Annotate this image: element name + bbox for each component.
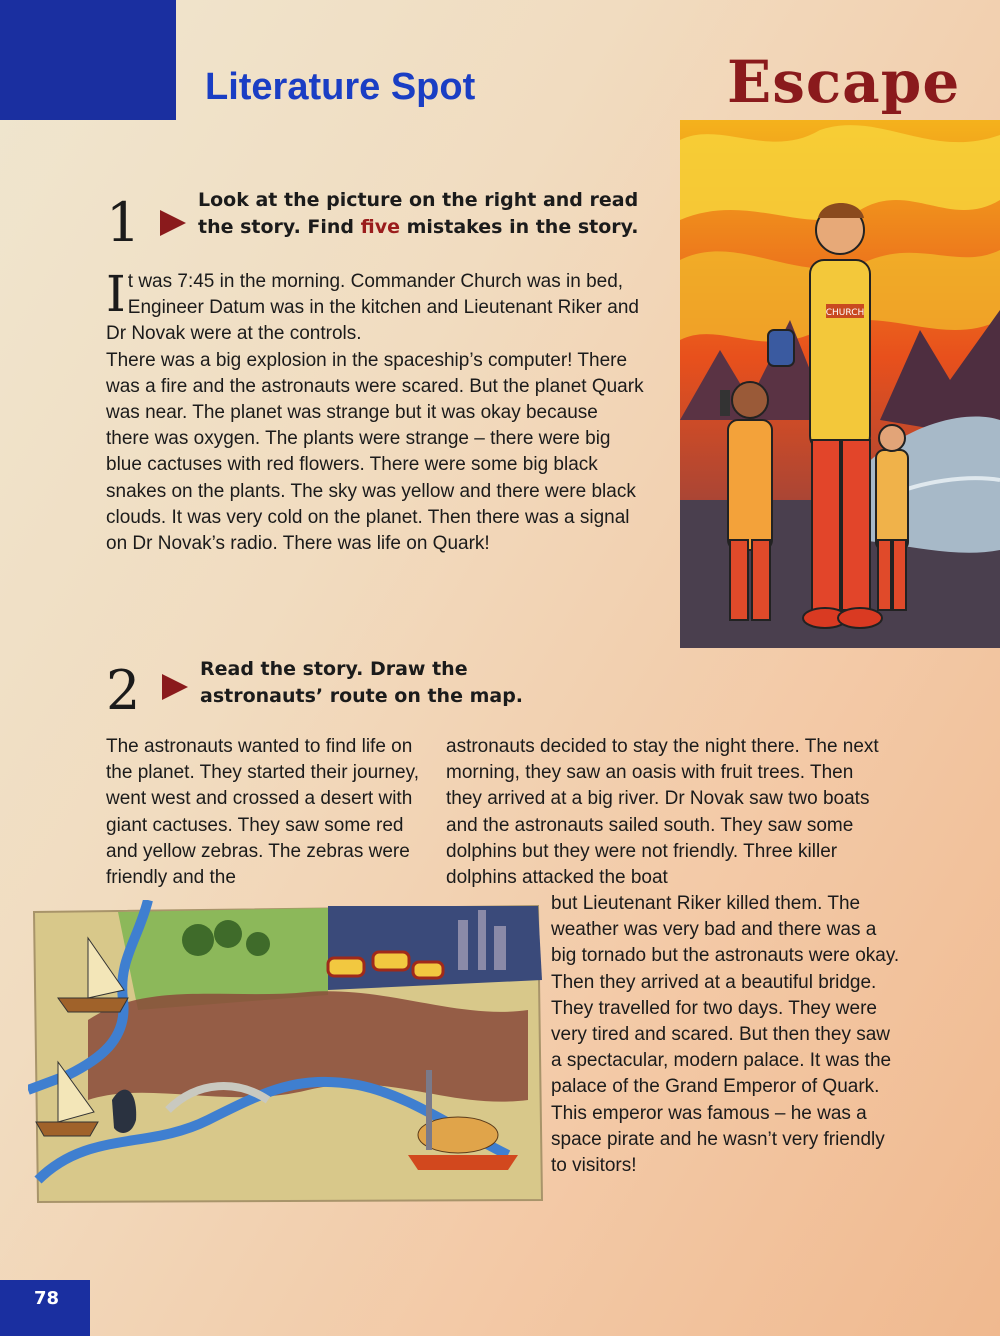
exercise-2-instruction: Read the story. Draw the astronauts’ route on the map. (200, 658, 524, 707)
story-paragraph: t was 7:45 in the morning. Commander Church was in bed, Engineer Datum was in the kitchen and Lieutenant Riker and Dr Novak were at the controls. (106, 271, 639, 345)
highlight-word: five (360, 216, 400, 238)
exercise-2-arrow-icon (162, 674, 188, 700)
story-column-3 (551, 891, 901, 1179)
exercise-1-instruction: Look at the picture on the right and read the story. Find five mistakes in the story. (198, 189, 639, 238)
exercise-1-number: 1 (106, 191, 141, 254)
section-title: Literature Spot (205, 66, 476, 108)
exercise-1-arrow-icon (160, 210, 186, 236)
story-column-2 (446, 734, 890, 891)
story-column-1 (106, 734, 426, 891)
story-paragraph: There was a big explosion in the spaceship’s computer! There was a fire and the astronauts were scared. But the planet Quark was near. The planet was strange but it was okay because there was oxygen. The plants were strange – there were big blue cactuses with red flowers. There were some big black snakes on the plants. The sky was yellow and there were black clouds. It was very cold on the planet. Then there was a signal on Dr Novak’s radio. There was life on Quark! (106, 349, 644, 555)
page-number: 78 (34, 1288, 60, 1309)
church-badge: CHURCH (825, 308, 865, 318)
exercise-2-number: 2 (106, 659, 141, 722)
drop-cap: I (106, 265, 126, 323)
quark-map (28, 900, 548, 1205)
story-paragraph: but Lieutenant Riker killed them. The weather was very bad and there was a big tornado but the astronauts were okay. Then they arrived at a beautiful bridge. They travelled for two days. They were very tired and scared. But then they saw a spectacular, modern palace. It was the palace of the Grand Emperor of Quark. This emperor was famous – he was a space pirate and he wasn’t very friendly to visitors! (551, 893, 900, 1177)
corner-color-block (0, 0, 176, 120)
story-title: Escape (727, 48, 961, 116)
story-paragraph: The astronauts wanted to find life on the planet. They started their journey, went west and crossed a desert with giant cactuses. They saw some red and yellow zebras. The zebras were friendly and the (106, 736, 419, 889)
astronauts-illustration (680, 120, 1000, 648)
story-paragraph: astronauts decided to stay the night there. The next morning, they saw an oasis with fruit trees. Then they arrived at a big river. Dr Novak saw two boats and the astronauts sailed south. They saw some dolphins but they were not friendly. Three killer dolphins attacked the boat (446, 736, 879, 889)
story-text-1 (106, 265, 646, 557)
